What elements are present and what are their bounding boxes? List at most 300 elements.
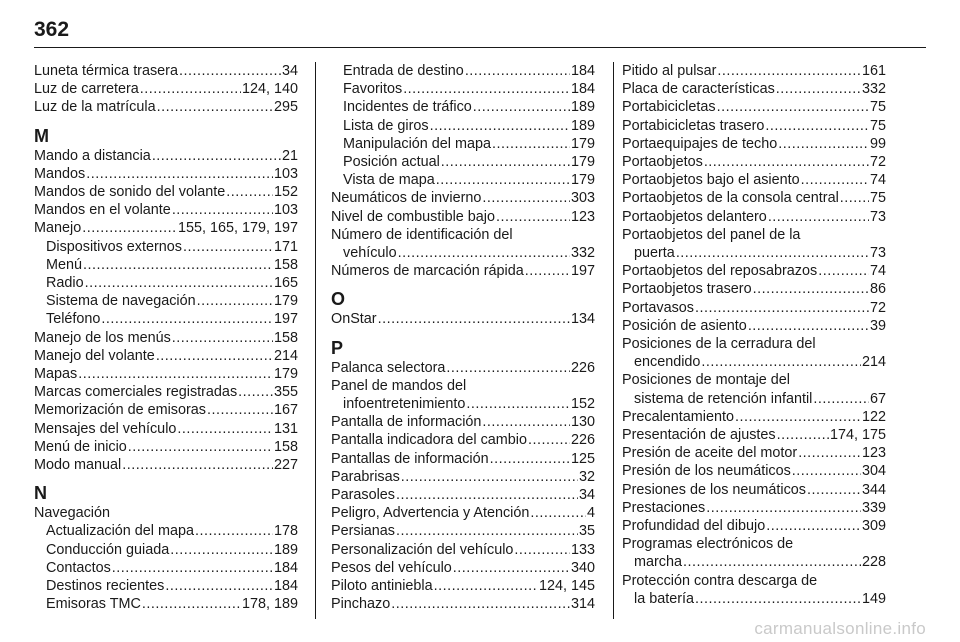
entry-group-p [331,413,595,613]
entry-term: Mensajes del vehículo [34,420,177,437]
index-entry [622,117,886,135]
dot-leader [717,98,869,116]
page-reference: 355 [273,384,298,401]
index-entry [622,280,886,298]
dot-leader [530,504,586,522]
dot-leader [778,135,869,153]
entry-term: Prestaciones [622,499,706,516]
index-subentry [331,153,595,171]
page-reference: 123 [570,208,595,225]
entry-term: Personalización del vehículo [331,541,514,558]
index-entry [622,135,886,153]
entry-term: vehículo [343,245,397,262]
page-reference: 34 [281,63,298,79]
entry-term: Lista de giros [343,117,429,134]
entry-term: Portabicicletas [622,99,716,116]
index-entry [331,359,595,377]
dot-leader [430,117,570,135]
index-entry [34,383,298,401]
index-entry [331,468,595,486]
entry-term: Números de marcación rápida [331,263,524,280]
entry-term: Portabicicletas trasero [622,117,765,134]
page-reference: 165 [273,275,298,292]
index-entry [34,219,298,237]
entry-term: Teléfono [46,311,101,328]
index-column-1 [34,62,298,613]
entry-term: Contactos [46,559,111,576]
entry-term: Manipulación del mapa [343,135,491,152]
dot-leader [840,189,869,207]
page-reference: 189 [570,99,595,116]
page-reference: 4 [586,505,595,522]
index-subentry [331,171,595,189]
entry-term: Mapas [34,366,78,383]
index-subentry [34,577,298,595]
dot-leader [83,256,273,274]
header-rule [34,47,926,48]
index-entry [331,486,595,504]
index-subentry [331,62,595,80]
entry-term: Pinchazo [331,596,391,613]
entry-continuation [622,244,886,262]
entry-group-a [622,62,886,226]
page-reference: 73 [869,208,886,225]
entry-term: Manejo [34,220,82,237]
page-reference: 152 [273,184,298,201]
dot-leader [142,595,241,613]
entry-term: la batería [634,590,695,607]
index-entry [622,299,886,317]
index-entry [331,310,595,328]
dot-leader [792,462,861,480]
entry-term: Pitido al pulsar [622,63,717,79]
dot-leader [465,62,570,80]
dot-leader [85,274,273,292]
dot-leader [482,413,570,431]
dot-leader [128,438,273,456]
section-letter-p: P [331,337,344,358]
entry-term: Pesos del vehículo [331,559,452,576]
page-reference: 158 [273,256,298,273]
dot-leader [748,317,869,335]
page-reference: 99 [869,135,886,152]
dot-leader [701,353,861,371]
entry-term: Mando a distancia [34,147,151,164]
entry-term: Luz de la matrícula [34,99,156,116]
entry-term: Manejo de los menús [34,329,171,346]
index-entry [34,165,298,183]
entry-term: Parasoles [331,487,395,504]
entry-term: Menú de inicio [34,438,127,455]
page-reference: 184 [570,63,595,79]
section-letter-m: M [34,125,49,146]
entry-group-n-last [331,262,595,280]
index-entry [331,504,595,522]
entry-term: Piloto antiniebla [331,578,433,595]
index-entry [34,98,298,116]
page-reference: 314 [570,596,595,613]
dot-leader [753,280,869,298]
entry-term: Vista de mapa [343,172,435,189]
index-entry [622,408,886,426]
entry-continuation [331,395,595,413]
dot-leader [170,541,273,559]
dot-leader [695,299,869,317]
dot-leader [453,559,570,577]
dot-leader [818,262,869,280]
index-subentry [331,98,595,116]
entry-group-o [331,310,595,328]
section-letter-n: N [34,483,47,504]
page-reference: 214 [861,354,886,371]
index-entry [622,208,886,226]
dot-leader [398,244,570,262]
entry-term: Presión de aceite del motor [622,445,798,462]
index-entry [331,559,595,577]
index-entry [622,153,886,171]
index-subentry [34,595,298,613]
entry-term: sistema de retención infantil [634,390,813,407]
page-reference: 122 [861,408,886,425]
index-entry [622,517,886,535]
entry-term: Portaequipajes de techo [622,135,778,152]
page-reference: 75 [869,190,886,207]
dot-leader [179,62,281,80]
dot-leader [496,208,570,226]
dot-leader [112,559,273,577]
index-entry [622,317,886,335]
dot-leader [766,517,861,535]
entry-term: Presiones de los neumáticos [622,481,806,498]
index-subentry [331,135,595,153]
entry-term: Portaobjetos trasero [622,281,752,298]
index-entry [331,541,595,559]
entry-term: Modo manual [34,457,122,474]
entry-term: Nivel de combustible bajo [331,208,495,225]
dot-leader [403,80,570,98]
page-reference: 75 [869,99,886,116]
entry-term: Posición de asiento [622,317,747,334]
entry-term: encendido [634,354,701,371]
page-reference: 228 [861,554,886,571]
entry-term: Portaobjetos delantero [622,208,767,225]
entry-term: Luneta térmica trasera [34,63,178,79]
dot-leader [172,201,273,219]
dot-leader [378,310,570,328]
dot-leader [396,522,578,540]
index-heading: Navegación [34,505,111,522]
page-reference: 75 [869,117,886,134]
dot-leader [152,147,281,165]
page-reference: 158 [273,329,298,346]
page-reference: 123 [861,445,886,462]
index-entry [331,413,595,431]
index-entry [331,262,595,280]
page-reference: 35 [578,523,595,540]
dot-leader [207,401,273,419]
index-subentry [34,238,298,256]
dot-leader [473,98,570,116]
index-entry [34,347,298,365]
page-reference: 149 [861,590,886,607]
dot-leader [768,208,869,226]
index-entry [34,365,298,383]
dot-leader [466,395,570,413]
index-subentry [34,541,298,559]
dot-leader [717,62,861,80]
entry-term: Neumáticos de invierno [331,190,482,207]
page-reference: 72 [869,154,886,171]
page-reference: 161 [861,63,886,79]
index-entry [622,189,886,207]
page-reference: 21 [281,147,298,164]
index-entry [622,462,886,480]
dot-leader [238,383,273,401]
dot-leader [122,456,273,474]
entry-term: Dispositivos externos [46,238,182,255]
page-reference: 214 [273,347,298,364]
page-reference: 197 [570,263,595,280]
dot-leader [514,541,570,559]
dot-leader [183,238,273,256]
dot-leader [401,468,578,486]
entry-term: infoentretenimiento [343,396,466,413]
entry-multiline [622,371,886,407]
index-subentry [331,117,595,135]
page-reference: 72 [869,299,886,316]
index-entry [34,420,298,438]
page-reference: 74 [869,263,886,280]
watermark: carmanualsonline.info [754,619,926,638]
page-reference: 332 [861,81,886,98]
entry-term: Portaobjetos de la consola central [622,190,839,207]
page-reference: 171 [273,238,298,255]
index-entry [331,431,595,449]
entry-term: Persianas [331,523,395,540]
entry-multiline [622,535,886,571]
page-reference: 227 [273,457,298,474]
dot-leader [195,522,273,540]
dot-leader [776,80,861,98]
index-entry [34,401,298,419]
entry-continuation [622,353,886,371]
index-entry [622,262,886,280]
page-reference: 158 [273,438,298,455]
entry-term: Actualización del mapa [46,523,194,540]
dot-leader [177,420,273,438]
entry-term: Destinos recientes [46,578,165,595]
entry-group-l [34,62,298,117]
page-reference: 179 [570,172,595,189]
index-column-3 [622,62,886,608]
entry-term: Pantalla de información [331,414,482,431]
dot-leader [528,431,570,449]
entry-multiline [622,226,886,262]
dot-leader [706,499,861,517]
entry-term: Presentación de ajustes [622,427,776,444]
entry-term: Portaobjetos [622,154,703,171]
entry-term: Manejo del volante [34,347,155,364]
dot-leader [777,426,829,444]
entry-term-line: Panel de mandos del [331,377,467,394]
dot-leader [172,329,273,347]
dot-leader [704,153,869,171]
entry-group-p-first [331,359,595,377]
dot-leader [226,183,273,201]
index-entry [622,171,886,189]
page-reference: 131 [273,420,298,437]
page-reference: 178, 189 [241,596,298,613]
page-reference: 73 [869,245,886,262]
page-reference: 86 [869,281,886,298]
page-reference: 226 [570,432,595,449]
page-reference: 179 [273,366,298,383]
index-subentry [34,559,298,577]
entry-term: Mandos de sonido del volante [34,184,226,201]
page-reference: 226 [570,359,595,376]
dot-leader [446,359,570,377]
entry-term: Posición actual [343,154,440,171]
entry-term: Incidentes de tráfico [343,99,472,116]
index-subentry [34,522,298,540]
column-divider-right [613,62,614,619]
dot-leader [676,244,869,262]
entry-term: Menú [46,256,82,273]
entry-term: Marcas comerciales registradas [34,384,238,401]
index-subentry [34,256,298,274]
dot-leader [813,390,869,408]
entry-term: Entrada de destino [343,63,464,79]
page-reference: 133 [570,541,595,558]
page-reference: 184 [273,578,298,595]
page-reference: 130 [570,414,595,431]
page-reference: 103 [273,165,298,182]
dot-leader [86,165,273,183]
entry-term: Peligro, Advertencia y Atención [331,505,530,522]
dot-leader [396,486,578,504]
page-reference: 184 [273,559,298,576]
index-column-2 [331,62,595,613]
entry-term-line: Programas electrónicos de [622,536,794,553]
page-reference: 39 [869,317,886,334]
dot-leader [434,577,538,595]
index-entry [622,444,886,462]
index-entry [331,208,595,226]
entry-term: Radio [46,275,84,292]
entry-continuation [622,553,886,571]
index-entry [622,426,886,444]
entry-term: Pantallas de información [331,450,489,467]
page-reference: 103 [273,202,298,219]
entry-term-line: Posiciones de montaje del [622,372,790,389]
index-entry [331,189,595,207]
dot-leader [807,481,861,499]
index-entry [622,62,886,80]
dot-leader [441,153,570,171]
dot-leader [82,219,177,237]
page-reference: 332 [570,245,595,262]
entry-term: puerta [634,245,675,262]
page-reference: 124, 140 [241,81,298,98]
entry-term: Parabrisas [331,468,400,485]
index-entry [34,147,298,165]
entry-term: Conducción guiada [46,541,170,558]
dot-leader [735,408,861,426]
entry-group-b [622,262,886,335]
entry-term: Profundidad del dibujo [622,518,766,535]
index-entry [622,499,886,517]
entry-term: Palanca selectora [331,359,446,376]
dot-leader [78,365,273,383]
section-letter-o: O [331,289,346,310]
entry-term: OnStar [331,311,377,328]
page-reference: 189 [273,541,298,558]
entry-continuation [622,390,886,408]
page-number: 362 [34,18,70,41]
index-entry [622,80,886,98]
page-reference: 125 [570,450,595,467]
entry-term: Sistema de navegación [46,293,196,310]
index-entry [34,80,298,98]
entry-term: marcha [634,554,682,571]
entry-term-line: Portaobjetos del panel de la [622,226,801,243]
index-entry [331,595,595,613]
entry-term: Favoritos [343,81,403,98]
dot-leader [140,80,241,98]
entry-term: Memorización de emisoras [34,402,206,419]
page-reference: 74 [869,172,886,189]
entry-group-c [622,408,886,535]
page-reference: 303 [570,190,595,207]
index-entry [331,522,595,540]
entry-term: Portaobjetos bajo el asiento [622,172,800,189]
entry-multiline [331,226,595,262]
page-reference: 309 [861,518,886,535]
entry-term-line: Posiciones de la cerradura del [622,336,816,353]
dot-leader [765,117,869,135]
index-subentry [34,292,298,310]
entry-term-line: Protección contra descarga de [622,572,818,589]
page-reference: 34 [578,487,595,504]
dot-leader [525,262,570,280]
dot-leader [798,444,861,462]
page-reference: 340 [570,559,595,576]
page-reference: 189 [570,117,595,134]
entry-term: Portavasos [622,299,694,316]
dot-leader [490,450,570,468]
page-reference: 167 [273,402,298,419]
entry-term: Presión de los neumáticos [622,463,791,480]
page-reference: 179 [570,154,595,171]
index-entry [34,201,298,219]
entry-multiline [622,572,886,608]
index-entry [34,183,298,201]
index-subentry [34,274,298,292]
dot-leader [801,171,869,189]
column-divider-left [315,62,316,619]
entry-term: Mandos en el volante [34,202,171,219]
entry-group-n-cont [331,62,595,226]
page-reference: 344 [861,481,886,498]
entry-multiline [331,377,595,413]
dot-leader [197,292,273,310]
index-entry [622,481,886,499]
entry-term: Portaobjetos del reposabrazos [622,263,818,280]
index-entry [331,450,595,468]
page-reference: 152 [570,396,595,413]
entry-term: Emisoras TMC [46,596,141,613]
page-reference: 155, 165, 179, 197 [177,220,298,237]
